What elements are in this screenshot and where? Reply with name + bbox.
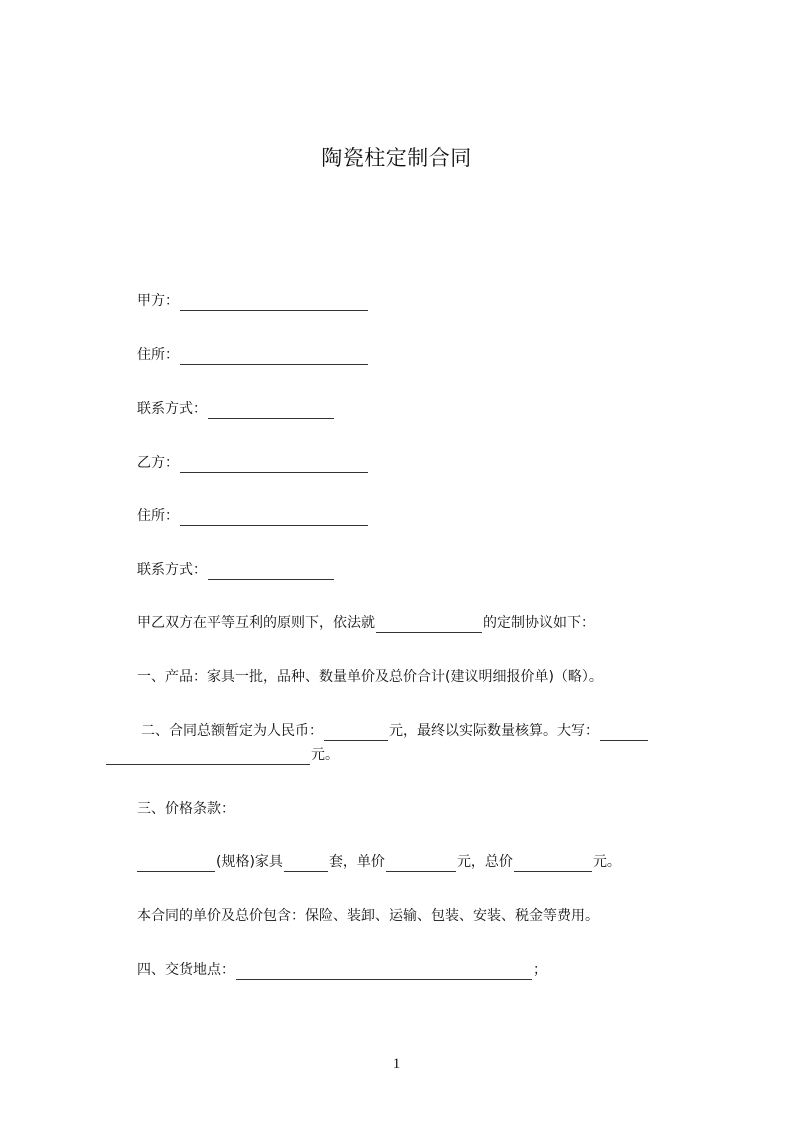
subject-blank[interactable] [376,617,482,633]
document-title: 陶瓷柱定制合同 [321,146,472,170]
price-note-line [137,906,599,926]
party-a-label: 甲方： [137,293,179,309]
delivery-location-label: 四、交货地点： [137,962,235,978]
clause-4-end: ； [533,962,547,978]
clause-2-continuation-line [105,745,339,765]
clause-2-text-a: 二、合同总额暂定为人民币： [141,723,323,739]
party-a-contact-line [137,399,335,419]
party-a-address-blank[interactable] [180,349,368,365]
clause-2-text-c: 元。 [311,747,339,763]
total-price-label: 元，总价 [456,854,513,870]
party-b-blank[interactable] [180,457,368,473]
set-unit-price-label: 套，单价 [328,854,385,870]
clause-2-line [141,721,649,741]
contract-amount-blank[interactable] [324,725,388,741]
total-price-blank[interactable] [514,856,592,872]
party-a-address-label: 住所： [137,347,179,363]
quantity-blank[interactable] [284,856,328,872]
party-b-address-label: 住所： [137,508,179,524]
clause-1-text: 一、产品：家具一批，品种、数量单价及总价合计(建议明细报价单)（略）。 [137,669,603,685]
price-line [136,852,621,872]
page-number: 1 [392,1056,401,1072]
delivery-location-blank[interactable] [236,964,532,980]
intro-line [137,613,595,633]
party-b-address-line [137,506,369,526]
spec-blank[interactable] [137,856,215,872]
yuan-end-label: 元。 [592,854,621,870]
party-b-label: 乙方： [137,455,179,471]
party-a-line [137,291,369,311]
amount-in-words-blank-1[interactable] [600,725,648,741]
party-b-address-blank[interactable] [180,510,368,526]
party-b-contact-blank[interactable] [208,564,334,580]
party-a-address-line [137,345,369,365]
clause-3-heading: 三、价格条款： [137,801,235,817]
clause-4-line [137,960,547,980]
intro-text-after: 的定制协议如下： [483,615,595,631]
party-a-blank[interactable] [180,295,368,311]
party-a-contact-blank[interactable] [208,403,334,419]
unit-price-blank[interactable] [386,856,456,872]
party-b-line [137,453,369,473]
amount-in-words-blank-2[interactable] [106,749,310,765]
spec-label: (规格)家具 [216,854,283,870]
clause-1-line [137,667,603,687]
clause-2-text-b: 元，最终以实际数量核算。大写： [389,723,599,739]
price-note-text: 本合同的单价及总价包含：保险、装卸、运输、包装、安装、税金等费用。 [137,908,599,924]
intro-text-before: 甲乙双方在平等互利的原则下，依法就 [137,615,375,631]
party-b-contact-line [137,560,335,580]
clause-3-heading-line [137,799,235,819]
party-a-contact-label: 联系方式： [137,401,207,417]
party-b-contact-label: 联系方式： [137,562,207,578]
